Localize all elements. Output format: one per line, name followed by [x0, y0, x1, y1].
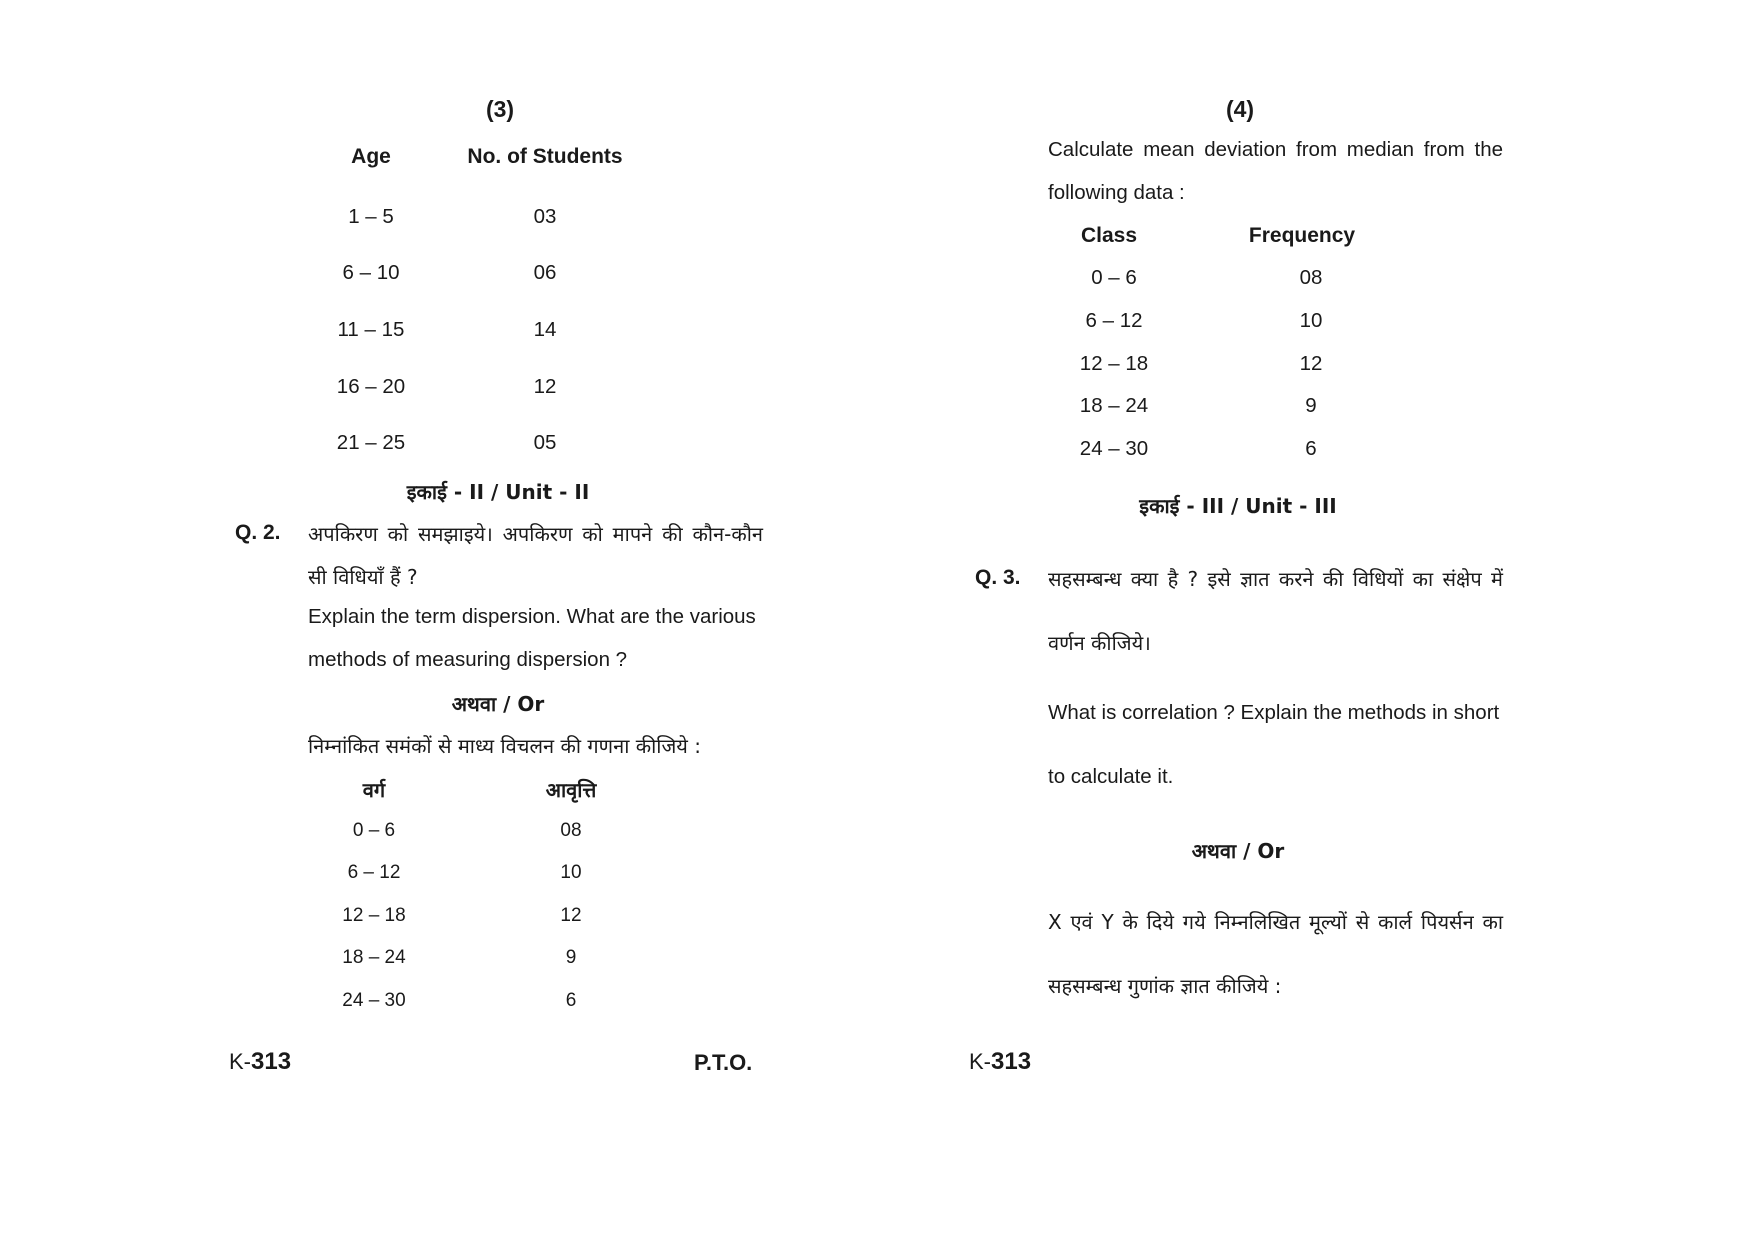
table-cell: 9 — [1305, 394, 1317, 417]
paper-code — [969, 1048, 1031, 1076]
question-hindi-line: अपकिरण को समझाइये। अपकिरण को मापने की कौन-कौन — [308, 522, 763, 546]
paper-code-prefix: K- — [969, 1049, 991, 1074]
table-cell: 05 — [533, 431, 557, 454]
table-header-class: वर्ग — [362, 778, 386, 802]
table-cell: 12 — [533, 375, 557, 398]
table-header-frequency: आवृत्ति — [545, 778, 597, 802]
alt-question-hindi: निम्नांकित समंकों से माध्य विचलन की गणना कीजिये : — [308, 734, 701, 758]
page-number: (3) — [485, 96, 515, 122]
table-cell: 1 – 5 — [348, 205, 394, 228]
table-cell: 6 – 12 — [1085, 309, 1143, 332]
table-cell: 03 — [533, 205, 557, 228]
alt-question-line: X एवं Y के दिये गये निम्नलिखित मूल्यों से कार्ल पियर्सन का — [1048, 910, 1503, 934]
question-english-line: What is correlation ? Explain the methods in short — [1048, 701, 1500, 724]
table-cell: 08 — [1299, 266, 1323, 289]
paper-code — [229, 1048, 291, 1076]
question-english-line: Explain the term dispersion. What are the various — [308, 605, 756, 628]
paper-code-prefix: K- — [229, 1049, 251, 1074]
question-number: Q. 2. — [235, 521, 281, 544]
table-cell: 18 – 24 — [1079, 394, 1149, 417]
unit-heading: इकाई - II / Unit - II — [406, 480, 590, 504]
table-cell: 14 — [533, 318, 557, 341]
table-header-frequency: Frequency — [1248, 224, 1356, 247]
table-cell: 6 – 10 — [342, 261, 400, 284]
table-cell: 0 – 6 — [352, 820, 396, 841]
table-cell: 12 – 18 — [342, 905, 406, 926]
table-cell: 12 — [1299, 352, 1323, 375]
table-cell: 24 – 30 — [1079, 437, 1149, 460]
or-label: अथवा / Or — [451, 692, 545, 716]
question-english-line: to calculate it. — [1048, 765, 1174, 788]
question-hindi-line: वर्णन कीजिये। — [1048, 631, 1151, 655]
paper-code-number: 313 — [991, 1048, 1032, 1075]
alt-question-line: सहसम्बन्ध गुणांक ज्ञात कीजिये : — [1048, 974, 1282, 998]
intro-line: following data : — [1048, 181, 1185, 204]
table-cell: 9 — [565, 947, 577, 968]
table-cell: 6 — [1305, 437, 1317, 460]
table-cell: 12 — [560, 905, 582, 926]
table-cell: 6 — [565, 990, 577, 1011]
table-cell: 18 – 24 — [342, 947, 406, 968]
question-english-line: methods of measuring dispersion ? — [308, 648, 628, 671]
table-cell: 06 — [533, 261, 557, 284]
table-cell: 21 – 25 — [336, 431, 406, 454]
table-cell: 10 — [560, 862, 582, 883]
table-cell: 11 – 15 — [337, 318, 405, 341]
table-cell: 08 — [560, 820, 582, 841]
question-hindi-line: सहसम्बन्ध क्या है ? इसे ज्ञात करने की विधियों का संक्षेप में — [1048, 567, 1503, 591]
paper-code-number: 313 — [251, 1048, 292, 1075]
table-header-class: Class — [1080, 224, 1138, 247]
table-cell: 0 – 6 — [1091, 266, 1137, 289]
unit-heading: इकाई - III / Unit - III — [1139, 494, 1337, 518]
pto-label: P.T.O. — [694, 1050, 753, 1075]
table-header-age: Age — [351, 145, 391, 168]
page-number: (4) — [1225, 96, 1255, 122]
table-header-students: No. of Students — [467, 145, 623, 168]
question-hindi-line: सी विधियाँ हैं ? — [308, 565, 418, 589]
table-cell: 10 — [1299, 309, 1323, 332]
table-cell: 16 – 20 — [336, 375, 406, 398]
table-cell: 12 – 18 — [1079, 352, 1149, 375]
or-label: अथवा / Or — [1191, 839, 1285, 863]
intro-line: Calculate mean deviation from median from the — [1048, 138, 1503, 161]
question-number: Q. 3. — [975, 566, 1021, 589]
table-cell: 6 – 12 — [347, 862, 401, 883]
table-cell: 24 – 30 — [342, 990, 406, 1011]
